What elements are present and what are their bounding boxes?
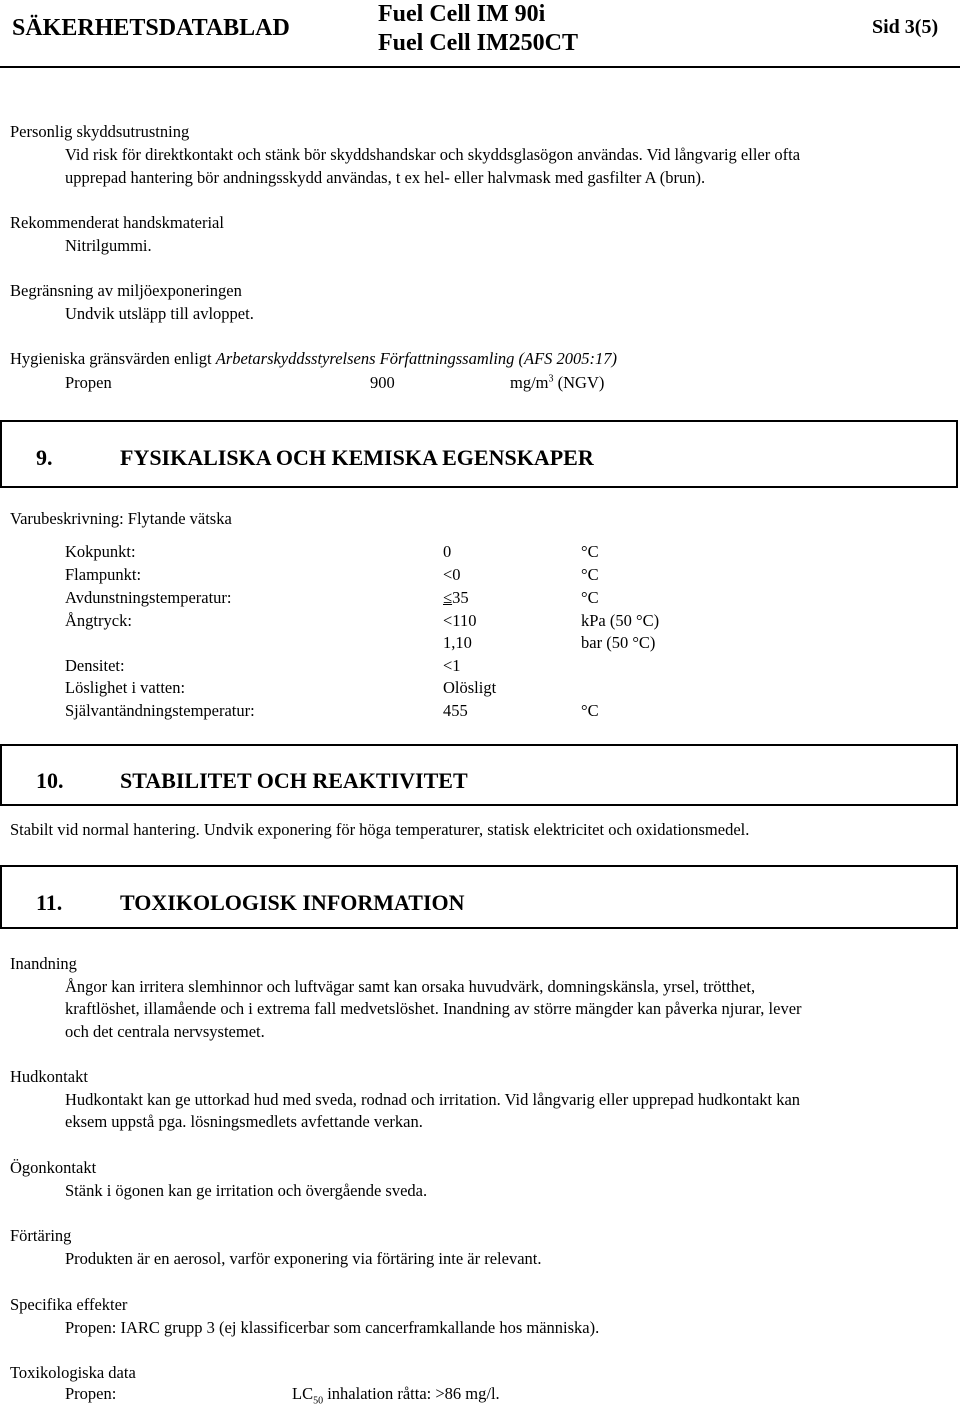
section-10-title: STABILITET OCH REAKTIVITET	[120, 768, 468, 793]
toxdata-text: inhalation råtta: >86 mg/l.	[323, 1384, 500, 1403]
inhalation-text-line1: Ångor kan irritera slemhinnor och luftvägar samt kan orsaka huvudvärk, domningskänsla, yrsel, trötthet,	[65, 977, 756, 996]
inhalation-text-line2: kraftlöshet, illamående och i extrema fall medvetslöshet. Inandning av större mängder kan påverka njurar, lever	[65, 999, 802, 1018]
toxdata-heading: Toxikologiska data	[10, 1363, 136, 1382]
limit-unit-sup: 3	[548, 373, 554, 385]
inhalation-text-line3: och det centrala nervsystemet.	[65, 1022, 265, 1041]
env-heading: Begränsning av miljöexponeringen	[10, 281, 242, 300]
toxdata-value	[292, 1384, 500, 1404]
limit-substance: Propen	[65, 373, 112, 392]
toxdata-substance: Propen:	[65, 1384, 117, 1403]
skin-text-line1: Hudkontakt kan ge uttorkad hud med sveda, rodnad och irritation. Vid långvarig eller upprepad hudkontakt kan	[65, 1090, 801, 1109]
header-rule	[0, 66, 960, 68]
property-label: Avdunstningstemperatur:	[65, 588, 232, 607]
limits-heading-plain: Hygieniska gränsvärden enligt	[10, 349, 216, 368]
skin-heading: Hudkontakt	[10, 1067, 88, 1086]
product-name-1: Fuel Cell IM 90i	[378, 1, 546, 27]
product-name-2: Fuel Cell IM250CT	[378, 30, 578, 56]
property-unit: °C	[581, 542, 599, 561]
toxdata-lc: LC	[292, 1384, 314, 1403]
limit-unit-base: mg/m	[510, 373, 549, 392]
limit-type: (NGV)	[557, 373, 605, 392]
property-value: <1	[443, 656, 461, 675]
property-label: Kokpunkt:	[65, 542, 136, 561]
stability-text: Stabilt vid normal hantering. Undvik exponering för höga temperaturer, statisk elektricitet och oxidationsmedel.	[10, 820, 750, 839]
property-label: Självantändningstemperatur:	[65, 701, 255, 720]
value-prefix: ≤	[443, 588, 453, 607]
value-number: 35	[452, 588, 469, 607]
section-11-header	[0, 865, 958, 929]
property-value: 1,10	[443, 633, 472, 652]
property-value: 455	[443, 701, 468, 720]
limits-heading-source: Arbetarskyddsstyrelsens Författningssamling (AFS 2005:17)	[215, 349, 618, 368]
ingestion-text: Produkten är en aerosol, varför exponering via förtäring inte är relevant.	[65, 1249, 542, 1268]
skin-text-line2: eksem uppstå pga. lösningsmedlets avfettande verkan.	[65, 1112, 423, 1131]
protection-text-line2: upprepad hantering bör andningsskydd användas, t ex hel- eller halvmask med gasfilter A (brun).	[65, 168, 706, 187]
section-9-number: 9.	[36, 445, 53, 470]
property-unit: bar (50 °C)	[581, 633, 656, 652]
ingestion-heading: Förtäring	[10, 1226, 72, 1245]
section-9-title: FYSIKALISKA OCH KEMISKA EGENSKAPER	[120, 445, 594, 470]
property-value: Olösligt	[443, 678, 497, 697]
eye-text: Stänk i ögonen kan ge irritation och övergående sveda.	[65, 1181, 428, 1200]
document-type: SÄKERHETSDATABLAD	[12, 15, 290, 41]
section-11-number: 11.	[36, 890, 63, 915]
property-value: 0	[443, 542, 452, 561]
limits-heading	[10, 349, 617, 369]
property-unit: °C	[581, 701, 599, 720]
env-text: Undvik utsläpp till avloppet.	[65, 304, 254, 323]
property-value: <110	[443, 611, 477, 630]
page-number: Sid 3(5)	[872, 16, 939, 38]
specific-effects-heading: Specifika effekter	[10, 1295, 128, 1314]
toxdata-lc-sub: 50	[313, 1395, 324, 1406]
property-value: <0	[443, 565, 461, 584]
property-unit: °C	[581, 588, 599, 607]
specific-effects-text: Propen: IARC grupp 3 (ej klassificerbar som cancerframkallande hos människa).	[65, 1318, 600, 1337]
section-10-header	[0, 744, 958, 806]
limit-value: 900	[370, 373, 395, 392]
limit-unit	[510, 373, 604, 393]
property-label: Densitet:	[65, 656, 125, 675]
product-description: Varubeskrivning: Flytande vätska	[10, 509, 232, 528]
section-11-title: TOXIKOLOGISK INFORMATION	[120, 890, 465, 915]
protection-text-line1: Vid risk för direktkontakt och stänk bör skyddshandskar och skyddsglasögon användas. Vid långvarig eller ofta	[65, 145, 801, 164]
property-label: Löslighet i vatten:	[65, 678, 186, 697]
property-label: Ångtryck:	[65, 611, 132, 630]
property-value	[443, 588, 469, 608]
section-9-header	[0, 420, 958, 488]
inhalation-heading: Inandning	[10, 954, 77, 973]
property-unit: kPa (50 °C)	[581, 611, 660, 630]
glove-text: Nitrilgummi.	[65, 236, 152, 255]
property-label: Flampunkt:	[65, 565, 142, 584]
section-10-number: 10.	[36, 768, 64, 793]
eye-heading: Ögonkontakt	[10, 1158, 97, 1177]
property-unit: °C	[581, 565, 599, 584]
glove-heading: Rekommenderat handskmaterial	[10, 213, 224, 232]
protection-heading: Personlig skyddsutrustning	[10, 122, 190, 141]
